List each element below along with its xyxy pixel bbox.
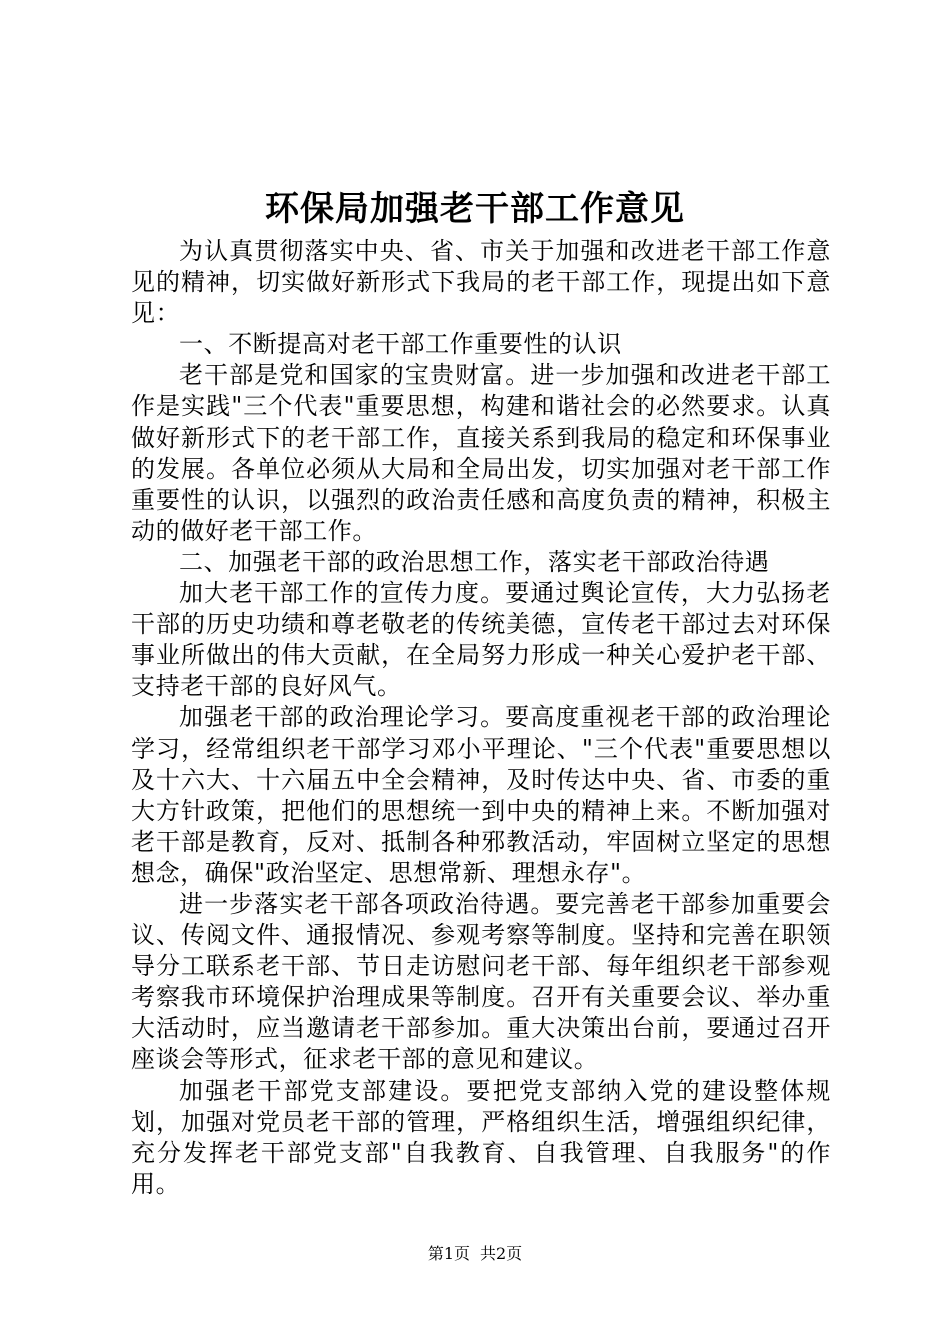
body-paragraph: 老干部是党和国家的宝贵财富。进一步加强和改进老干部工作是实践"三个代表"重要思想，构建和谐社会的必然要求。认真做好新形式下的老干部工作，直接关系到我局的稳定和环保事业的发展。各单位必须从大局和全局出发，切实加强对老干部工作重要性的认识，以强烈的政治责任感和高度负责的精神，积极主动的做好老干部工作。: [131, 361, 831, 545]
body-paragraph: 加强老干部的政治理论学习。要高度重视老干部的政治理论学习，经常组织老干部学习邓小平理论、"三个代表"重要思想以及十六大、十六届五中全会精神，及时传达中央、省、市委的重大方针政策，把他们的思想统一到中央的精神上来。不断加强对老干部是教育，反对、抵制各种邪教活动，牢固树立坚定的思想想念，确保"政治坚定、思想常新、理想永存"。: [131, 703, 831, 887]
body-paragraph: 加大老干部工作的宣传力度。要通过舆论宣传，大力弘扬老干部的历史功绩和尊老敬老的传统美德，宣传老干部过去对环保事业所做出的伟大贡献，在全局努力形成一种关心爱护老干部、支持老干部的良好风气。: [131, 579, 831, 701]
page-footer: [0, 1244, 950, 1264]
document-title: 环保局加强老干部工作意见: [265, 189, 685, 229]
section-heading-1: 一、不断提高对老干部工作重要性的认识: [179, 330, 622, 359]
page-total: 共2页: [480, 1244, 523, 1263]
document-body: [131, 236, 831, 1200]
body-paragraph: 进一步落实老干部各项政治待遇。要完善老干部参加重要会议、传阅文件、通报情况、参观考察等制度。坚持和完善在职领导分工联系老干部、节日走访慰问老干部、每年组织老干部参观考察我市环境保护治理成果等制度。召开有关重要会议、举办重大活动时，应当邀请老干部参加。重大决策出台前，要通过召开座谈会等形式，征求老干部的意见和建议。: [131, 889, 831, 1074]
intro-paragraph: 为认真贯彻落实中央、省、市关于加强和改进老干部工作意见的精神，切实做好新形式下我局的老干部工作，现提出如下意见：: [131, 237, 831, 328]
page-number: 第1页: [427, 1244, 470, 1263]
body-paragraph: 加强老干部党支部建设。要把党支部纳入党的建设整体规划，加强对党员老干部的管理，严格组织生活，增强组织纪律，充分发挥老干部党支部"自我教育、自我管理、自我服务"的作用。: [131, 1076, 831, 1198]
section-heading-2: 二、加强老干部的政治思想工作，落实老干部政治待遇: [179, 547, 770, 576]
